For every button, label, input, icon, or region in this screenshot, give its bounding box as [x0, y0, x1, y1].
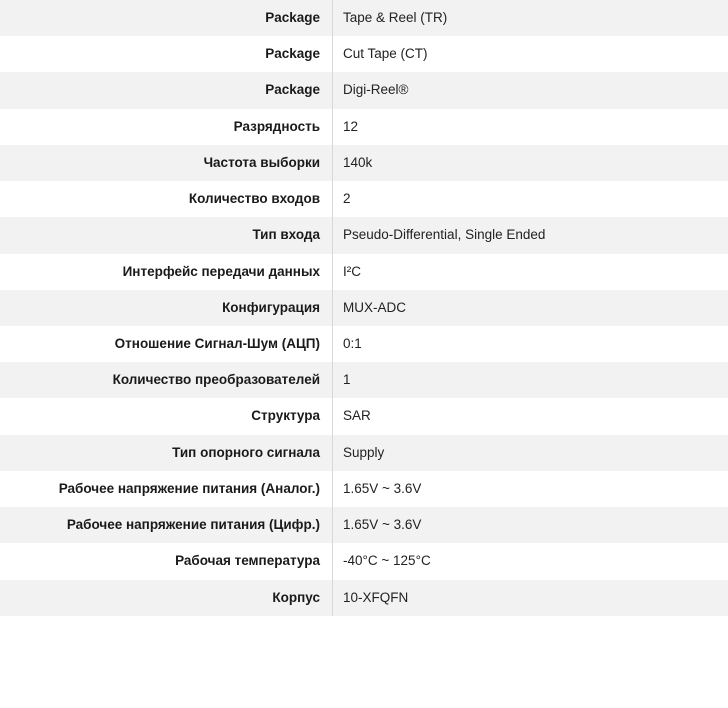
- table-row: [0, 326, 728, 362]
- spec-value: I²C: [333, 254, 728, 290]
- spec-label: Package: [265, 10, 320, 25]
- spec-value: Supply: [333, 435, 728, 471]
- table-row: [0, 109, 728, 145]
- table-row: [0, 435, 728, 471]
- spec-label: Рабочее напряжение питания (Аналог.): [58, 480, 320, 496]
- spec-label: Тип входа: [252, 227, 320, 243]
- spec-label: Конфигурация: [222, 299, 320, 315]
- spec-value: 10-XFQFN: [333, 580, 728, 616]
- spec-value: Digi-Reel®: [333, 72, 728, 108]
- spec-value: 2: [333, 181, 728, 217]
- table-row: [0, 0, 728, 36]
- spec-label: Интерфейс передачи данных: [122, 263, 320, 279]
- table-row: [0, 507, 728, 543]
- spec-label: Рабочая температура: [175, 553, 320, 569]
- spec-label: Количество входов: [188, 191, 320, 207]
- spec-label: Package: [265, 82, 320, 98]
- table-row: [0, 181, 728, 217]
- spec-value: 12: [333, 109, 728, 145]
- table-row: [0, 254, 728, 290]
- spec-value: 1.65V ~ 3.6V: [333, 507, 728, 543]
- table-row: [0, 217, 728, 253]
- table-row: [0, 290, 728, 326]
- spec-value: Pseudo-Differential, Single Ended: [333, 217, 728, 253]
- spec-label: Частота выборки: [203, 154, 320, 170]
- spec-value: 140k: [333, 145, 728, 181]
- spec-label: Количество преобразователей: [112, 372, 320, 388]
- spec-value: 1: [333, 362, 728, 398]
- spec-value: 0:1: [333, 326, 728, 362]
- spec-label: Корпус: [272, 589, 320, 605]
- table-row: [0, 145, 728, 181]
- table-row: [0, 36, 728, 72]
- spec-value: SAR: [333, 398, 728, 434]
- table-row: [0, 398, 728, 434]
- spec-value: Tape & Reel (TR): [333, 0, 728, 36]
- spec-label: Package: [265, 46, 320, 62]
- spec-label: Разрядность: [233, 118, 320, 134]
- spec-value: Cut Tape (CT): [333, 36, 728, 72]
- spec-value: MUX-ADC: [333, 290, 728, 326]
- spec-label: Рабочее напряжение питания (Цифр.): [66, 517, 320, 533]
- table-row: [0, 72, 728, 108]
- spec-label: Тип опорного сигнала: [172, 444, 320, 460]
- table-row: [0, 543, 728, 579]
- spec-label: Отношение Сигнал-Шум (АЦП): [114, 335, 320, 351]
- spec-value: 1.65V ~ 3.6V: [333, 471, 728, 507]
- table-row: [0, 471, 728, 507]
- table-row: [0, 362, 728, 398]
- spec-value: -40°C ~ 125°C: [333, 543, 728, 579]
- table-row: [0, 580, 728, 616]
- spec-label: Структура: [251, 408, 320, 424]
